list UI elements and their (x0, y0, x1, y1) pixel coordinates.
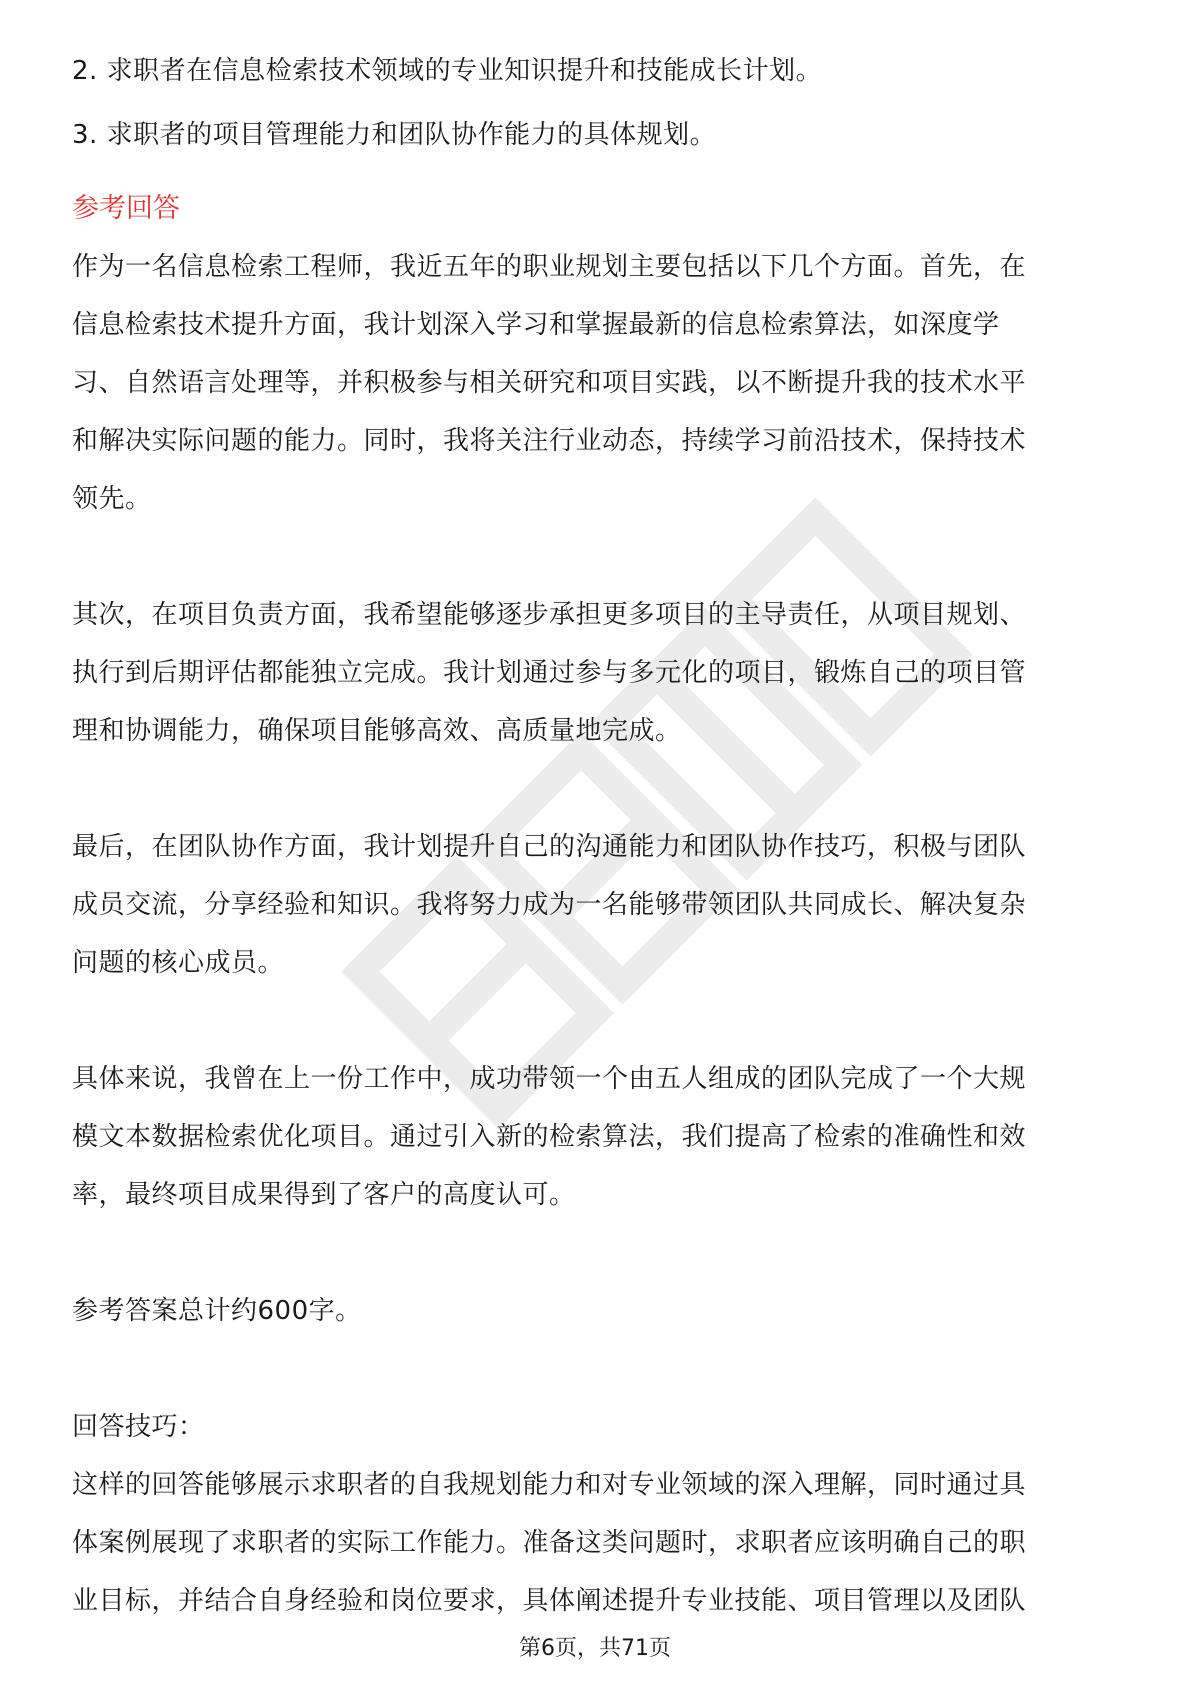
paragraph-gap (72, 992, 1118, 1050)
paragraph-line: 成员交流，分享经验和知识。我将努力成为一名能够带领团队共同成长、解决复杂 (72, 890, 1027, 920)
paragraph-line: 理和协调能力，确保项目能够高效、高质量地完成。 (72, 716, 682, 746)
list-item-3: 3. 求职者的项目管理能力和团队协作能力的具体规划。 (72, 120, 717, 150)
paragraph-line: 问题的核心成员。 (72, 948, 285, 978)
paragraph-gap (72, 760, 1118, 818)
paragraph-3 (72, 818, 1118, 992)
word-count-note (72, 1282, 1118, 1340)
paragraph-gap (72, 528, 1118, 586)
paragraph-line: 习、自然语言处理等，并积极参与相关研究和项目实践，以不断提升我的技术水平 (72, 368, 1027, 398)
tips-heading: 回答技巧： (72, 1412, 205, 1442)
tips-line: 业目标，并结合自身经验和岗位要求，具体阐述提升专业技能、项目管理以及团队 (72, 1586, 1027, 1616)
paragraph-line: 率，最终项目成果得到了客户的高度认可。 (72, 1180, 576, 1210)
main-content (72, 46, 1118, 1630)
paragraph-line: 参考答案总计约600字。 (72, 1296, 362, 1326)
paragraph-line: 领先。 (72, 484, 152, 514)
paragraph-gap (72, 1340, 1118, 1398)
paragraph-line: 执行到后期评估都能独立完成。我计划通过参与多元化的项目，锻炼自己的项目管 (72, 658, 1027, 688)
tips-line: 体案例展现了求职者的实际工作能力。准备这类问题时，求职者应该明确自己的职 (72, 1528, 1027, 1558)
answer-heading: 参考回答 (72, 193, 180, 224)
paragraph-line: 和解决实际问题的能力。同时，我将关注行业动态，持续学习前沿技术，保持技术 (72, 426, 1027, 456)
page-number: 第6页，共71页 (519, 1636, 671, 1661)
tips-line: 这样的回答能够展示求职者的自我规划能力和对专业领域的深入理解，同时通过具 (72, 1470, 1027, 1500)
paragraph-line: 具体来说，我曾在上一份工作中，成功带领一个由五人组成的团队完成了一个大规 (72, 1064, 1027, 1094)
paragraph-line: 作为一名信息检索工程师，我近五年的职业规划主要包括以下几个方面。首先，在 (72, 252, 1027, 282)
paragraph-line: 其次，在项目负责方面，我希望能够逐步承担更多项目的主导责任，从项目规划、 (72, 600, 1027, 630)
paragraph-1 (72, 238, 1118, 528)
paragraph-gap (72, 1224, 1118, 1282)
paragraph-line: 模文本数据检索优化项目。通过引入新的检索算法，我们提高了检索的准确性和效 (72, 1122, 1027, 1152)
paragraph-line: 最后，在团队协作方面，我计划提升自己的沟通能力和团队协作技巧，积极与团队 (72, 832, 1027, 862)
paragraph-2 (72, 586, 1118, 760)
paragraph-4 (72, 1050, 1118, 1224)
list-item-2: 2. 求职者在信息检索技术领域的专业知识提升和技能成长计划。 (72, 56, 823, 86)
paragraph-line: 信息检索技术提升方面，我计划深入学习和掌握最新的信息检索算法，如深度学 (72, 310, 1000, 340)
tips-section (72, 1398, 1118, 1630)
